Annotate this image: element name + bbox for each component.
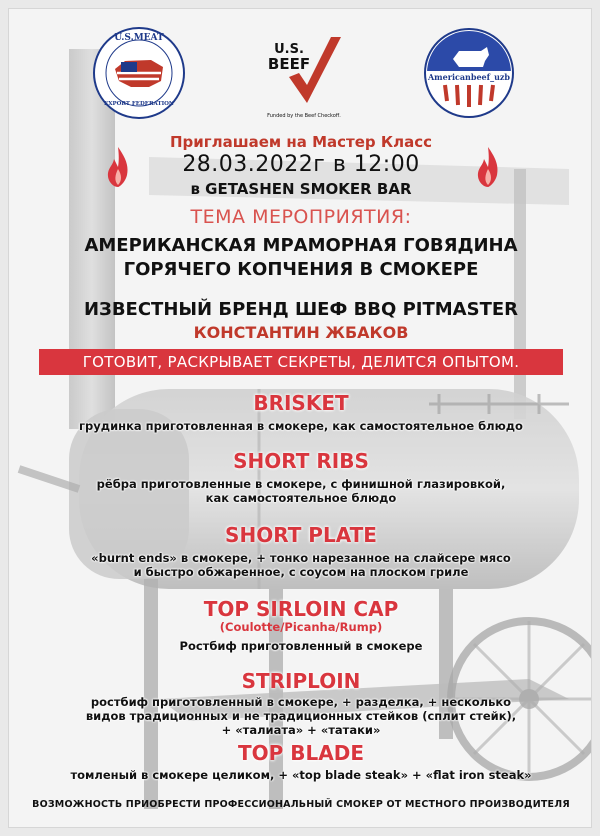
dish-desc: рёбра приготовленные в смокере, с финишной глазировкой, xyxy=(96,477,506,491)
dish-title-striploin: STRIPLOIN xyxy=(241,669,361,693)
footer-note: ВОЗМОЖНОСТЬ ПРИОБРЕСТИ ПРОФЕССИОНАЛЬНЫЙ СМОКЕР ОТ МЕСТНОГО ПРОИЗВОДИТЕЛЯ xyxy=(32,799,570,810)
theme-title-line-2: ГОРЯЧЕГО КОПЧЕНИЯ В СМОКЕРЕ xyxy=(123,259,479,280)
dish-subtitle: (Coulotte/Picanha/Rump) xyxy=(219,620,383,634)
usbeef-line1: U.S. xyxy=(274,42,304,57)
dish-title-brisket: BRISKET xyxy=(253,391,349,415)
dish-desc: + «талиата» + «татаки» xyxy=(221,723,381,737)
dish-desc: Ростбиф приготовленный в смокере xyxy=(179,639,423,653)
dish-desc: «burnt ends» в смокере, + тонко нарезанное на слайсере мясо xyxy=(91,551,511,565)
event-poster xyxy=(8,8,592,828)
banner-strip: ГОТОВИТ, РАСКРЫВАЕТ СЕКРЕТЫ, ДЕЛИТСЯ ОПЫТОМ. xyxy=(39,349,563,375)
americanbeef-label: Americanbeef_uzb xyxy=(427,72,511,82)
sponsor-logos xyxy=(9,25,592,125)
americanbeef-uzb-logo xyxy=(419,25,519,121)
usmeat-bottom-text: EXPORT FEDERATION xyxy=(104,101,174,107)
theme-label: ТЕМА МЕРОПРИЯТИЯ: xyxy=(190,206,412,228)
dish-title-top-sirloin-cap: TOP SIRLOIN CAP xyxy=(203,597,399,621)
theme-title-line-1: АМЕРИКАНСКАЯ МРАМОРНАЯ ГОВЯДИНА xyxy=(84,235,518,256)
usbeef-line2: BEEF xyxy=(267,55,311,73)
dish-desc: ростбиф приготовленный в смокере, + разделка, + несколько xyxy=(90,695,512,709)
us-meat-export-federation-logo xyxy=(91,25,187,121)
invite-text: Приглашаем на Мастер Класс xyxy=(169,133,433,151)
dish-desc: томленый в смокере целиком, + «top blade steak» + «flat iron steak» xyxy=(70,768,532,782)
dish-desc: видов традиционных и не традиционных стейков (сплит стейк), xyxy=(85,709,517,723)
dish-title-top-blade: TOP BLADE xyxy=(238,741,364,765)
dish-title-short-ribs: SHORT RIBS xyxy=(233,449,369,473)
event-date: 28.03.2022г в 12:00 xyxy=(182,152,420,177)
dish-desc: грудинка приготовленная в смокере, как самостоятельное блюдо xyxy=(79,419,523,433)
usmeat-top-text: U.S.MEAT xyxy=(114,33,164,43)
chef-title: ИЗВЕСТНЫЙ БРЕНД ШЕФ BBQ PITMASTER xyxy=(83,299,519,320)
chef-name: КОНСТАНТИН ЖБАКОВ xyxy=(193,323,409,342)
dish-desc: и быстро обжаренное, с соусом на плоском гриле xyxy=(133,565,469,579)
event-venue: в GETASHEN SMOKER BAR xyxy=(190,180,412,198)
us-beef-logo xyxy=(259,25,349,121)
usbeef-tagline: Funded by the Beef Checkoff. xyxy=(267,113,341,119)
dish-desc: как самостоятельное блюдо xyxy=(205,491,397,505)
dish-title-short-plate: SHORT PLATE xyxy=(225,523,377,547)
